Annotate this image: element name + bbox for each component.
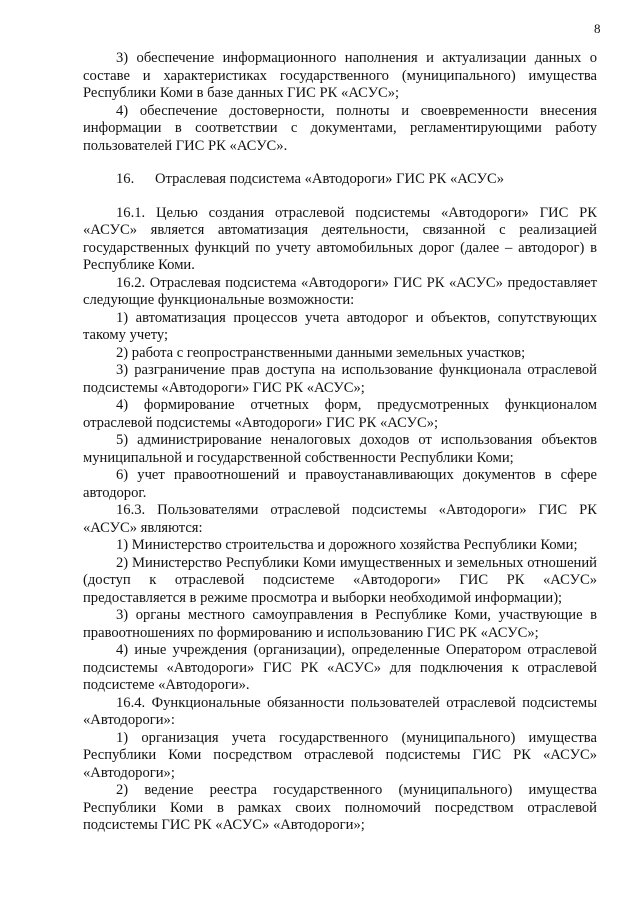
list-item: 6) учет правоотношений и правоустанавливающих документов в сфере автодорог. (83, 467, 597, 501)
paragraph-16-4: 16.4. Функциональные обязанности пользователей отраслевой подсистемы «Автодороги»: (83, 694, 597, 728)
list-item: 3) обеспечение информационного наполнения и актуализации данных о составе и характеристиках государственного (муниципального) имущества Республики Коми в базе данных ГИС РК «АСУС»; (83, 50, 597, 101)
list-item: 3) разграничение прав доступа на использование функционала отраслевой подсистемы «Автодороги» ГИС РК «АСУС»; (83, 362, 597, 396)
list-item: 2) работа с геопространственными данными земельных участков; (116, 344, 526, 361)
paragraph-16-2: 16.2. Отраслевая подсистема «Автодороги» ГИС РК «АСУС» предоставляет следующие функциональные возможности: (83, 274, 597, 308)
section-title: Отраслевая подсистема «Автодороги» ГИС РК «АСУС» (155, 171, 504, 187)
list-item: 4) обеспечение достоверности, полноты и своевременности внесения информации в соответствии с документами, регламентирующими работу пользователей ГИС РК «АСУС». (83, 102, 597, 154)
list-item: 1) организация учета государственного (муниципального) имущества Республики Коми посредством отраслевой подсистемы ГИС РК «АСУС» «Автодороги»; (83, 729, 597, 781)
page-number: 8 (594, 21, 601, 36)
list-item: 4) иные учреждения (организации), определенные Оператором отраслевой подсистемы «Автодороги» ГИС РК «АСУС» для подключения к отраслевой подсистеме «Автодороги». (83, 642, 597, 693)
section-heading (83, 171, 597, 189)
list-item: 5) администрирование неналоговых доходов от использования объектов муниципальной и государственной собственности Республики Коми; (83, 432, 597, 466)
paragraph-16-3: 16.3. Пользователями отраслевой подсистемы «Автодороги» ГИС РК «АСУС» являются: (83, 502, 597, 536)
document-body (83, 50, 597, 835)
list-item: 1) автоматизация процессов учета автодорог и объектов, сопутствующих такому учету; (83, 309, 597, 343)
list-item: 1) Министерство строительства и дорожного хозяйства Республики Коми; (116, 537, 578, 553)
list-item: 2) Министерство Республики Коми имущественных и земельных отношений (доступ к отраслевой подсистеме «Автодороги» ГИС РК «АСУС» предоставляется в режиме просмотра и выборки необходимой информации); (83, 554, 597, 606)
list-item: 4) формирование отчетных форм, предусмотренных функционалом отраслевой подсистемы «Автодороги» ГИС РК «АСУС»; (83, 397, 597, 431)
list-item: 3) органы местного самоуправления в Республике Коми, участвующие в правоотношениях по формированию и использованию ГИС РК «АСУС»; (83, 607, 597, 641)
section-number: 16. (116, 171, 135, 187)
list-item: 2) ведение реестра государственного (муниципального) имущества Республики Коми в рамках своих полномочий посредством отраслевой подсистемы ГИС РК «АСУС» «Автодороги»; (83, 782, 597, 833)
paragraph-16-1: 16.1. Целью создания отраслевой подсистемы «Автодороги» ГИС РК «АСУС» является автоматизация деятельности, связанной с реализацией государственных функций по учету автомобильных дорог (далее – автодорог) в Республике Коми. (83, 204, 597, 273)
